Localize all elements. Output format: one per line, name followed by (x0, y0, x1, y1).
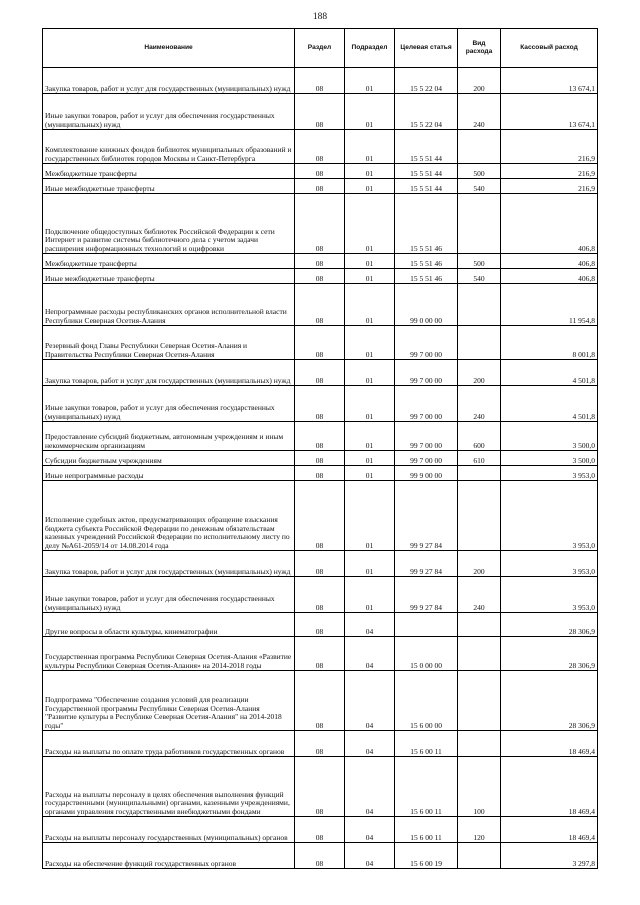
cell-amount: 28 306,9 (501, 613, 598, 637)
cell-razdel: 08 (295, 757, 345, 817)
cell-vid (458, 466, 501, 481)
header-podrazdel: Подраздел (345, 29, 395, 68)
table-row (43, 179, 598, 194)
cell-vid: 600 (458, 422, 501, 451)
cell-amount: 216,9 (501, 130, 598, 164)
table-row (43, 360, 598, 386)
cell-podrazdel: 01 (345, 551, 395, 577)
cell-razdel: 08 (295, 68, 345, 94)
cell-statya: 15 6 00 11 (395, 757, 458, 817)
cell-podrazdel: 01 (345, 466, 395, 481)
table-row (43, 326, 598, 360)
cell-razdel: 08 (295, 269, 345, 284)
cell-name: Государственная программа Республики Северная Осетия-Алания «Развитие культуры Республики Северная Осетия-Алания» на 2014-2018 годы (43, 637, 295, 671)
table-row (43, 284, 598, 326)
cell-vid: 200 (458, 360, 501, 386)
cell-amount: 3 953,0 (501, 466, 598, 481)
cell-vid (458, 284, 501, 326)
cell-vid: 120 (458, 817, 501, 843)
cell-razdel: 08 (295, 194, 345, 254)
cell-vid (458, 731, 501, 757)
cell-razdel: 08 (295, 326, 345, 360)
cell-podrazdel: 01 (345, 451, 395, 466)
cell-vid: 610 (458, 451, 501, 466)
cell-statya: 99 9 27 84 (395, 577, 458, 613)
cell-name: Расходы на обеспечение функций государственных органов (43, 843, 295, 869)
cell-statya: 99 7 00 00 (395, 422, 458, 451)
cell-vid (458, 637, 501, 671)
cell-name: Закупка товаров, работ и услуг для государственных (муниципальных) нужд (43, 360, 295, 386)
cell-podrazdel: 04 (345, 613, 395, 637)
header-name: Наименование (43, 29, 295, 68)
table-row (43, 422, 598, 451)
cell-name: Комплектование книжных фондов библиотек муниципальных образований и государственных библиотек городов Москвы и Санкт-Петербурга (43, 130, 295, 164)
cell-podrazdel: 04 (345, 817, 395, 843)
table-row (43, 613, 598, 637)
cell-razdel: 08 (295, 817, 345, 843)
cell-podrazdel: 01 (345, 386, 395, 422)
cell-statya: 99 9 27 84 (395, 551, 458, 577)
table-row (43, 577, 598, 613)
cell-amount: 18 469,4 (501, 731, 598, 757)
cell-name: Закупка товаров, работ и услуг для государственных (муниципальных) нужд (43, 551, 295, 577)
cell-razdel: 08 (295, 671, 345, 731)
cell-podrazdel: 04 (345, 757, 395, 817)
cell-podrazdel: 04 (345, 637, 395, 671)
cell-name: Субсидии бюджетным учреждениям (43, 451, 295, 466)
cell-statya: 15 5 22 04 (395, 94, 458, 130)
cell-razdel: 08 (295, 843, 345, 869)
cell-statya: 15 5 51 46 (395, 254, 458, 269)
cell-vid: 500 (458, 254, 501, 269)
cell-name: Резервный фонд Главы Республики Северная Осетия-Алания и Правительства Республики Северная Осетия-Алания (43, 326, 295, 360)
table-row (43, 731, 598, 757)
cell-amount: 4 501,8 (501, 360, 598, 386)
cell-amount: 406,8 (501, 194, 598, 254)
cell-razdel: 08 (295, 386, 345, 422)
cell-name: Иные непрограммные расходы (43, 466, 295, 481)
cell-amount: 13 674,1 (501, 68, 598, 94)
cell-vid (458, 130, 501, 164)
page-number: 188 (312, 12, 328, 22)
cell-name: Подпрограмма "Обеспечение создания условий для реализации Государственной программы Республики Северная Осетия-Алания "Развитие культуры в Республике Северная Осетия-Алания" на 2014-2018 годы" (43, 671, 295, 731)
cell-vid: 500 (458, 164, 501, 179)
cell-amount: 28 306,9 (501, 671, 598, 731)
cell-statya: 99 7 00 00 (395, 326, 458, 360)
table-header-row (43, 29, 598, 68)
cell-name: Подключение общедоступных библиотек Российской Федерации к сети Интернет и развитие системы библиотечного дела с учетом задачи расширения информационных технологий и оцифровки (43, 194, 295, 254)
table-row (43, 481, 598, 551)
cell-podrazdel: 01 (345, 130, 395, 164)
cell-razdel: 08 (295, 731, 345, 757)
cell-vid: 240 (458, 386, 501, 422)
cell-amount: 216,9 (501, 179, 598, 194)
cell-amount: 406,8 (501, 269, 598, 284)
cell-statya: 15 5 22 04 (395, 68, 458, 94)
cell-vid (458, 843, 501, 869)
cell-statya: 99 7 00 00 (395, 360, 458, 386)
cell-amount: 18 469,4 (501, 817, 598, 843)
cell-podrazdel: 01 (345, 360, 395, 386)
cell-vid: 200 (458, 551, 501, 577)
cell-name: Иные межбюджетные трансферты (43, 269, 295, 284)
table-row (43, 466, 598, 481)
cell-razdel: 08 (295, 360, 345, 386)
cell-amount: 3 500,0 (501, 422, 598, 451)
cell-name: Расходы на выплаты персоналу государственных (муниципальных) органов (43, 817, 295, 843)
cell-razdel: 08 (295, 94, 345, 130)
cell-podrazdel: 01 (345, 269, 395, 284)
table-row (43, 254, 598, 269)
cell-statya: 15 5 51 46 (395, 269, 458, 284)
cell-podrazdel: 01 (345, 284, 395, 326)
cell-name: Другие вопросы в области культуры, кинематографии (43, 613, 295, 637)
cell-name: Иные закупки товаров, работ и услуг для обеспечения государственных (муниципальных) нужд (43, 386, 295, 422)
cell-name: Иные закупки товаров, работ и услуг для обеспечения государственных (муниципальных) нужд (43, 577, 295, 613)
cell-statya: 15 6 00 11 (395, 817, 458, 843)
cell-statya (395, 613, 458, 637)
cell-amount: 11 954,8 (501, 284, 598, 326)
table-row (43, 637, 598, 671)
cell-amount: 18 469,4 (501, 757, 598, 817)
expenditure-table (42, 28, 598, 869)
cell-razdel: 08 (295, 613, 345, 637)
cell-vid: 540 (458, 179, 501, 194)
table-row (43, 451, 598, 466)
cell-vid: 240 (458, 577, 501, 613)
cell-statya: 15 5 51 44 (395, 179, 458, 194)
table-row (43, 68, 598, 94)
cell-statya: 15 5 51 44 (395, 164, 458, 179)
table-row (43, 757, 598, 817)
cell-name: Межбюджетные трансферты (43, 254, 295, 269)
cell-razdel: 08 (295, 451, 345, 466)
cell-podrazdel: 01 (345, 481, 395, 551)
cell-statya: 99 0 00 00 (395, 284, 458, 326)
cell-razdel: 08 (295, 551, 345, 577)
table-row (43, 194, 598, 254)
table-row (43, 94, 598, 130)
cell-amount: 406,8 (501, 254, 598, 269)
cell-podrazdel: 01 (345, 577, 395, 613)
cell-statya: 15 6 00 00 (395, 671, 458, 731)
header-amount: Кассовый расход (501, 29, 598, 68)
cell-razdel: 08 (295, 577, 345, 613)
cell-name: Предоставление субсидий бюджетным, автономным учреждениям и иным некоммерческим организациям (43, 422, 295, 451)
cell-razdel: 08 (295, 422, 345, 451)
cell-podrazdel: 01 (345, 194, 395, 254)
cell-razdel: 08 (295, 284, 345, 326)
cell-statya: 15 5 51 46 (395, 194, 458, 254)
cell-razdel: 08 (295, 130, 345, 164)
cell-razdel: 08 (295, 254, 345, 269)
cell-podrazdel: 01 (345, 68, 395, 94)
cell-podrazdel: 01 (345, 179, 395, 194)
cell-vid: 540 (458, 269, 501, 284)
cell-vid (458, 326, 501, 360)
header-vid: Вид расхода (458, 29, 501, 68)
cell-podrazdel: 01 (345, 94, 395, 130)
cell-amount: 4 501,8 (501, 386, 598, 422)
cell-podrazdel: 04 (345, 843, 395, 869)
cell-statya: 15 6 00 19 (395, 843, 458, 869)
cell-razdel: 08 (295, 466, 345, 481)
table-row (43, 551, 598, 577)
cell-statya: 15 6 00 11 (395, 731, 458, 757)
cell-statya: 15 5 51 44 (395, 130, 458, 164)
cell-amount: 216,9 (501, 164, 598, 179)
cell-podrazdel: 01 (345, 164, 395, 179)
cell-podrazdel: 04 (345, 731, 395, 757)
cell-vid (458, 613, 501, 637)
cell-razdel: 08 (295, 164, 345, 179)
cell-name: Иные закупки товаров, работ и услуг для обеспечения государственных (муниципальных) нужд (43, 94, 295, 130)
cell-statya: 15 0 00 00 (395, 637, 458, 671)
header-statya: Целевая статья (395, 29, 458, 68)
cell-amount: 3 500,0 (501, 451, 598, 466)
cell-vid: 200 (458, 68, 501, 94)
cell-name: Исполнение судебных актов, предусматривающих обращение взыскания бюджета субъекта Российской Федерации по денежным обязательствам казенных учреждений Российской Федерации по исполнительному листу по делу №А61-2059/14 от 14.08.2014 года (43, 481, 295, 551)
cell-amount: 8 001,8 (501, 326, 598, 360)
cell-razdel: 08 (295, 179, 345, 194)
header-razdel: Раздел (295, 29, 345, 68)
table-row (43, 817, 598, 843)
cell-statya: 99 7 00 00 (395, 451, 458, 466)
cell-name: Закупка товаров, работ и услуг для государственных (муниципальных) нужд (43, 68, 295, 94)
cell-statya: 99 9 00 00 (395, 466, 458, 481)
cell-podrazdel: 01 (345, 254, 395, 269)
cell-vid (458, 194, 501, 254)
table-row (43, 843, 598, 869)
cell-podrazdel: 04 (345, 671, 395, 731)
cell-podrazdel: 01 (345, 326, 395, 360)
cell-vid (458, 481, 501, 551)
table-row (43, 386, 598, 422)
cell-amount: 13 674,1 (501, 94, 598, 130)
cell-statya: 99 7 00 00 (395, 386, 458, 422)
table-row (43, 671, 598, 731)
cell-podrazdel: 01 (345, 422, 395, 451)
table-row (43, 164, 598, 179)
cell-name: Межбюджетные трансферты (43, 164, 295, 179)
cell-amount: 3 953,0 (501, 481, 598, 551)
table-row (43, 269, 598, 284)
cell-name: Непрограммные расходы республиканских органов исполнительной власти Республики Северная Осетия-Алания (43, 284, 295, 326)
cell-razdel: 08 (295, 481, 345, 551)
cell-statya: 99 9 27 84 (395, 481, 458, 551)
cell-vid (458, 671, 501, 731)
cell-vid: 100 (458, 757, 501, 817)
cell-amount: 28 306,9 (501, 637, 598, 671)
table-row (43, 130, 598, 164)
cell-razdel: 08 (295, 637, 345, 671)
cell-amount: 3 953,0 (501, 551, 598, 577)
cell-name: Расходы на выплаты по оплате труда работников государственных органов (43, 731, 295, 757)
cell-vid: 240 (458, 94, 501, 130)
cell-amount: 3 953,0 (501, 577, 598, 613)
cell-name: Иные межбюджетные трансферты (43, 179, 295, 194)
cell-amount: 3 297,8 (501, 843, 598, 869)
cell-name: Расходы на выплаты персоналу в целях обеспечения выполнения функций государственными (муниципальными) органами, казенными учреждениями, органами управления государственными внебюджетными фондами (43, 757, 295, 817)
